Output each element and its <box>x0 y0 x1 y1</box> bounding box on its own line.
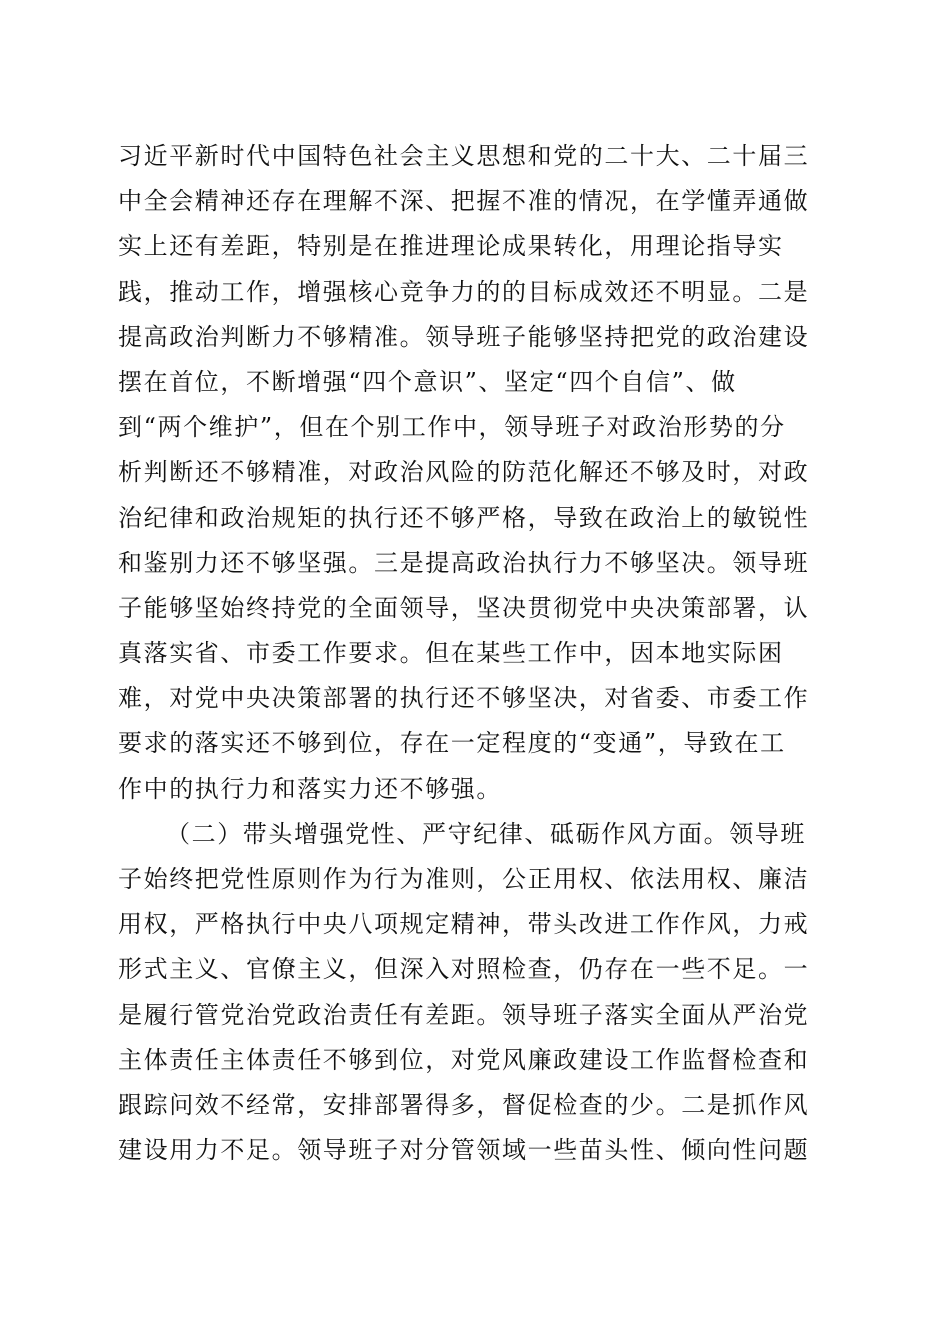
body-text <box>118 134 818 1173</box>
text-line: 践，推动工作，增强核心竞争力的的目标成效还不明显。二是 <box>118 277 810 306</box>
text-line: 提高政治判断力不够精准。领导班子能够坚持把党的政治建设 <box>118 322 810 351</box>
text-line: 形式主义、官僚主义，但深入对照检查，仍存在一些不足。一 <box>118 955 810 984</box>
text-line: 子始终把党性原则作为行为准则，公正用权、依法用权、廉洁 <box>118 865 810 893</box>
text-line: 治纪律和政治规矩的执行还不够严格，导致在政治上的敏锐性 <box>118 503 810 532</box>
text-line: 难，对党中央决策部署的执行还不够坚决，对省委、市委工作 <box>118 684 810 713</box>
text-line: 作中的执行力和落实力还不够强。 <box>118 774 502 803</box>
section-heading-line: （二）带头增强党性、严守纪律、砥砺作风方面。领导班 <box>166 819 806 848</box>
text-line: 是履行管党治党政治责任有差距。领导班子落实全面从严治党 <box>118 1000 810 1029</box>
text-line: 到“两个维护”，但在个别工作中，领导班子对政治形势的分 <box>118 413 786 442</box>
text-line: 摆在首位，不断增强“四个意识”、坚定“四个自信”、做 <box>118 367 737 396</box>
text-line: 跟踪问效不经常，安排部署得多，督促检查的少。二是抓作风 <box>118 1090 810 1119</box>
text-line: 习近平新时代中国特色社会主义思想和党的二十大、二十届三 <box>118 142 810 170</box>
text-line: 用权，严格执行中央八项规定精神，带头改进工作作风，力戒 <box>118 910 810 939</box>
text-line: 和鉴别力还不够坚强。三是提高政治执行力不够坚决。领导班 <box>118 548 810 577</box>
text-line: 真落实省、市委工作要求。但在某些工作中，因本地实际困 <box>118 639 784 668</box>
text-line: 要求的落实还不够到位，存在一定程度的“变通”，导致在工 <box>118 729 786 758</box>
text-line: 实上还有差距，特别是在推进理论成果转化，用理论指导实 <box>118 232 784 261</box>
text-line: 主体责任主体责任不够到位，对党风廉政建设工作监督检查和 <box>118 1045 810 1074</box>
text-line: 建设用力不足。领导班子对分管领域一些苗头性、倾向性问题 <box>118 1136 810 1165</box>
text-line: 中全会精神还存在理解不深、把握不准的情况，在学懂弄通做 <box>118 187 810 216</box>
text-line: 子能够坚始终持党的全面领导，坚决贯彻党中央决策部署，认 <box>118 593 810 622</box>
text-line: 析判断还不够精准，对政治风险的防范化解还不够及时，对政 <box>118 458 810 487</box>
